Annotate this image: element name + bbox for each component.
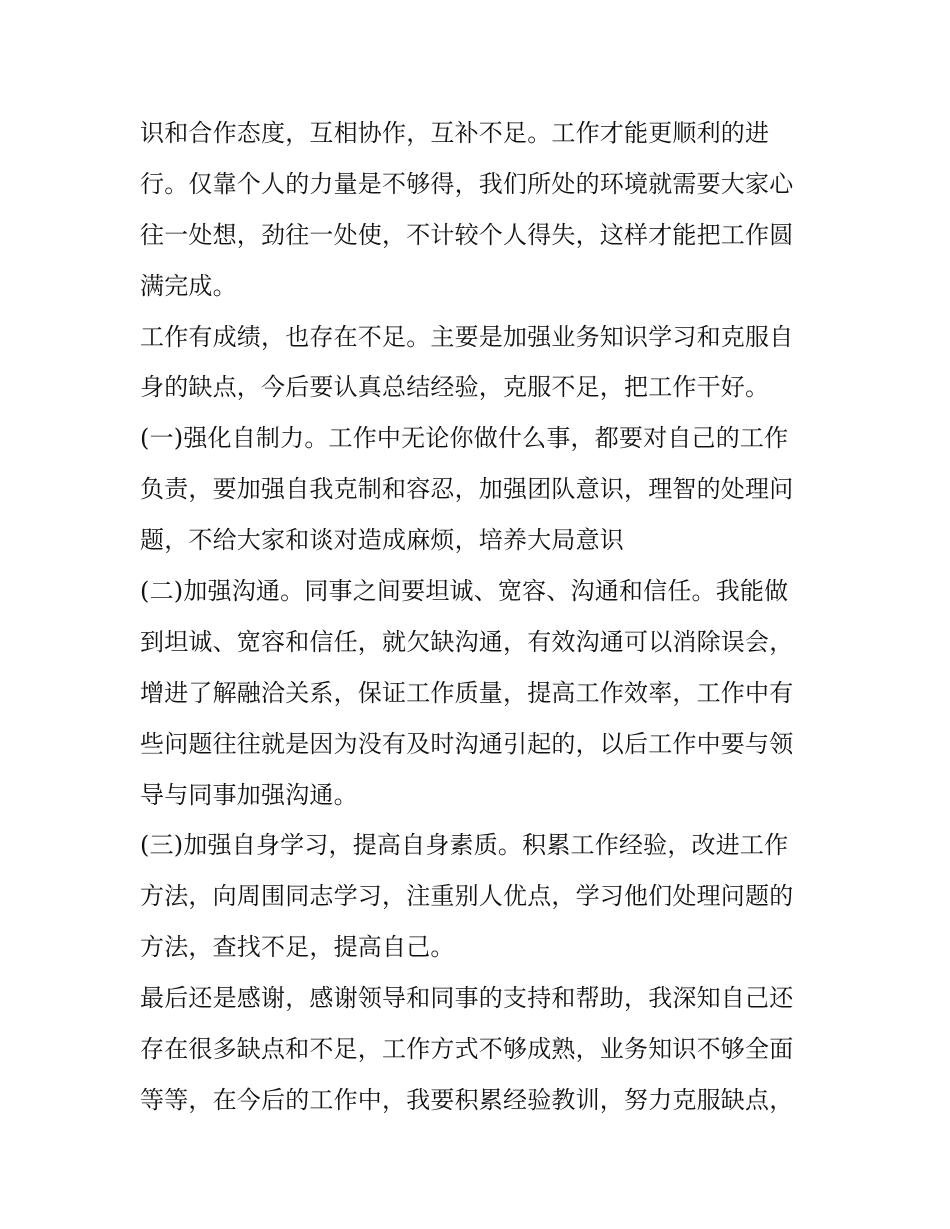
text-line: 行。仅靠个人的力量是不够得，我们所处的环境就需要大家心	[140, 169, 794, 198]
text-line: 到坦诚、宽容和信任，就欠缺沟通，有效沟通可以消除误会，	[140, 627, 794, 656]
text-line: 识和合作态度，互相协作，互补不足。工作才能更顺利的进	[140, 119, 770, 147]
text-line: 存在很多缺点和不足，工作方式不够成熟，业务知识不够全面	[140, 1035, 794, 1064]
text-line: (二)加强沟通。同事之间要坦诚、宽容、沟通和信任。我能做	[140, 577, 789, 606]
text-line: (三)加强自身学习，提高自身素质。积累工作经验，改进工作	[140, 831, 789, 860]
text-line: 题，不给大家和谈对造成麻烦，培养大局意识	[140, 526, 624, 555]
text-line: 工作有成绩，也存在不足。主要是加强业务知识学习和克服自	[140, 322, 794, 351]
text-line: 往一处想，劲往一处使，不计较个人得失，这样才能把工作圆	[140, 220, 794, 249]
text-line: 方法，查找不足，提高自己。	[140, 933, 455, 962]
text-line: 些问题往往就是因为没有及时沟通引起的，以后工作中要与领	[140, 729, 794, 758]
text-line: 方法，向周围同志学习，注重别人优点，学习他们处理问题的	[140, 882, 794, 911]
text-line: 导与同事加强沟通。	[140, 780, 358, 809]
text-line: 负责，要加强自我克制和容忍，加强团队意识，理智的处理问	[140, 475, 794, 504]
text-line: 身的缺点，今后要认真总结经验，克服不足，把工作干好。	[140, 373, 770, 402]
text-line: 等等，在今后的工作中，我要积累经验教训，努力克服缺点，	[140, 1085, 794, 1114]
text-line: 最后还是感谢，感谢领导和同事的支持和帮助，我深知自己还	[140, 984, 794, 1013]
text-line: (一)强化自制力。工作中无论你做什么事，都要对自己的工作	[140, 424, 789, 453]
text-line: 增进了解融洽关系，保证工作质量，提高工作效率，工作中有	[140, 678, 794, 707]
document-body	[140, 108, 820, 1126]
text-line: 满完成。	[140, 271, 237, 300]
